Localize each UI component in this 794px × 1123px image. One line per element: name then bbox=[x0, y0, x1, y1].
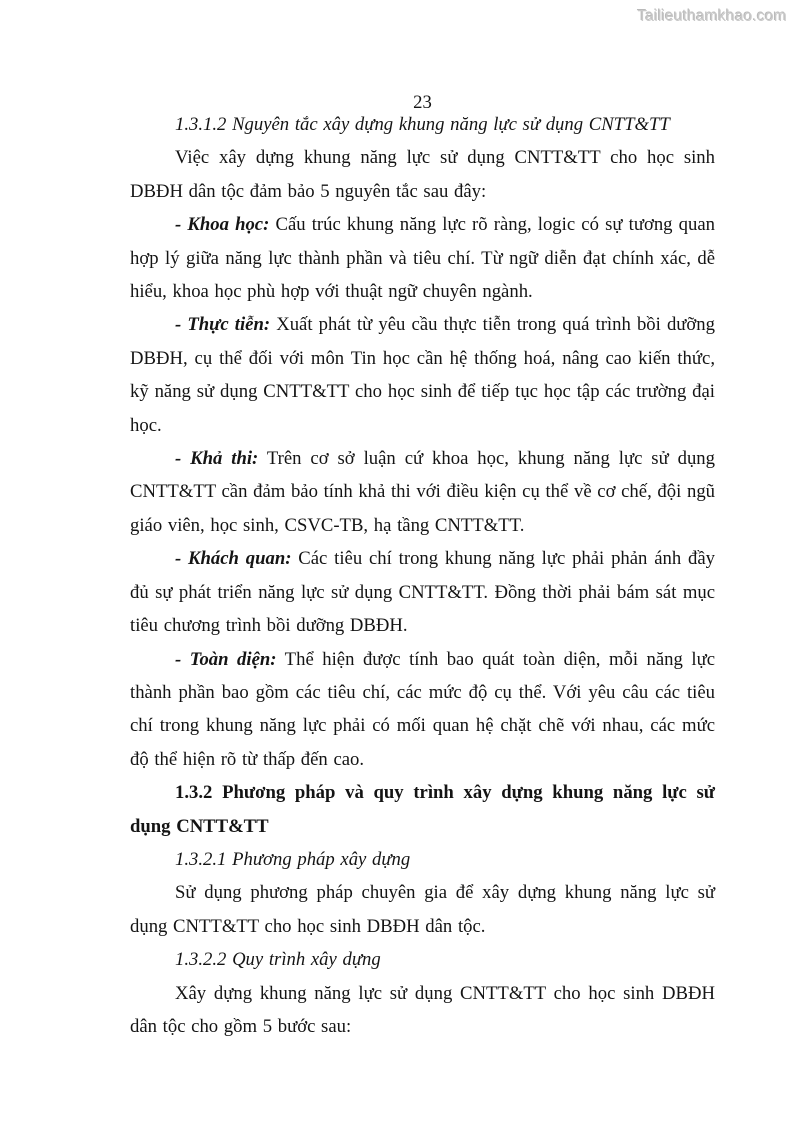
principle-kha-thi-text: Trên cơ sở luận cứ khoa học, khung năng lực sử dụng CNTT&TT cần đảm bảo tính khả thi với điều kiện cụ thể về cơ chế, đội ngũ giáo viên, học sinh, CSVC-TB, hạ tầng CNTT&TT. bbox=[130, 448, 716, 536]
paragraph-intro: Việc xây dựng khung năng lực sử dụng CNTT&TT cho học sinh DBĐH dân tộc đảm bảo 5 nguyên tắc sau đây: bbox=[130, 147, 715, 202]
principle-khoa-hoc-text: Cấu trúc khung năng lực rõ ràng, logic có sự tương quan hợp lý giữa năng lực thành phần và tiêu chí. Từ ngữ diễn đạt chính xác, dễ hiểu, khoa học phù hợp với thuật ngữ chuyên ngành. bbox=[130, 214, 715, 303]
principle-khach-quan bbox=[130, 542, 715, 642]
principle-thuc-tien-text: Xuất phát từ yêu cầu thực tiễn trong quá trình bồi dưỡng DBĐH, cụ thể đối với môn Tin học cần hệ thống hoá, nâng cao kiến thức, kỹ năng sử dụng CNTT&TT cho học sinh để tiếp tục học tập các trường đại học. bbox=[130, 314, 715, 436]
principle-toan-dien-text: Thể hiện được tính bao quát toàn diện, mỗi năng lực thành phần bao gồm các tiêu chí, các mức độ cụ thể. Với yêu câu các tiêu chí trong khung năng lực phải có mối quan hệ chặt chẽ với nhau, các mức độ thể hiện rõ từ thấp đến cao. bbox=[130, 648, 715, 770]
principle-thuc-tien bbox=[130, 308, 715, 442]
principle-kha-thi-lead: - Khả thi: bbox=[175, 448, 259, 470]
page-content bbox=[130, 108, 715, 1043]
watermark-text: Tailieuthamkhao.com bbox=[637, 8, 787, 25]
principle-thuc-tien-lead: - Thực tiễn: bbox=[175, 314, 271, 336]
page-number: 23 bbox=[413, 92, 432, 113]
principle-toan-dien bbox=[130, 643, 715, 777]
principle-khach-quan-text: Các tiêu chí trong khung năng lực phải phản ánh đầy đủ sự phát triển năng lực sử dụng CNTT&TT. Đồng thời phải bám sát mục tiêu chương trình bồi dưỡng DBĐH. bbox=[130, 548, 715, 637]
principle-khoa-hoc-lead: - Khoa học: bbox=[175, 214, 270, 236]
heading-1-3-1-2: 1.3.1.2 Nguyên tắc xây dựng khung năng lực sử dụng CNTT&TT bbox=[175, 114, 670, 135]
paragraph-method: Sử dụng phương pháp chuyên gia để xây dựng khung năng lực sử dụng CNTT&TT cho học sinh DBĐH dân tộc. bbox=[130, 882, 715, 937]
heading-1-3-2-1: 1.3.2.1 Phương pháp xây dựng bbox=[175, 848, 411, 870]
paragraph-process: Xây dựng khung năng lực sử dụng CNTT&TT cho học sinh DBĐH dân tộc cho gồm 5 bước sau: bbox=[130, 982, 715, 1037]
principle-khoa-hoc bbox=[130, 208, 715, 308]
heading-1-3-2: 1.3.2 Phương pháp và quy trình xây dựng khung năng lực sử dụng CNTT&TT bbox=[130, 782, 715, 837]
heading-1-3-2-2: 1.3.2.2 Quy trình xây dựng bbox=[175, 949, 381, 971]
principle-khach-quan-lead: - Khách quan: bbox=[175, 548, 292, 570]
principle-kha-thi bbox=[130, 442, 715, 542]
principle-toan-dien-lead: - Toàn diện: bbox=[175, 648, 277, 670]
